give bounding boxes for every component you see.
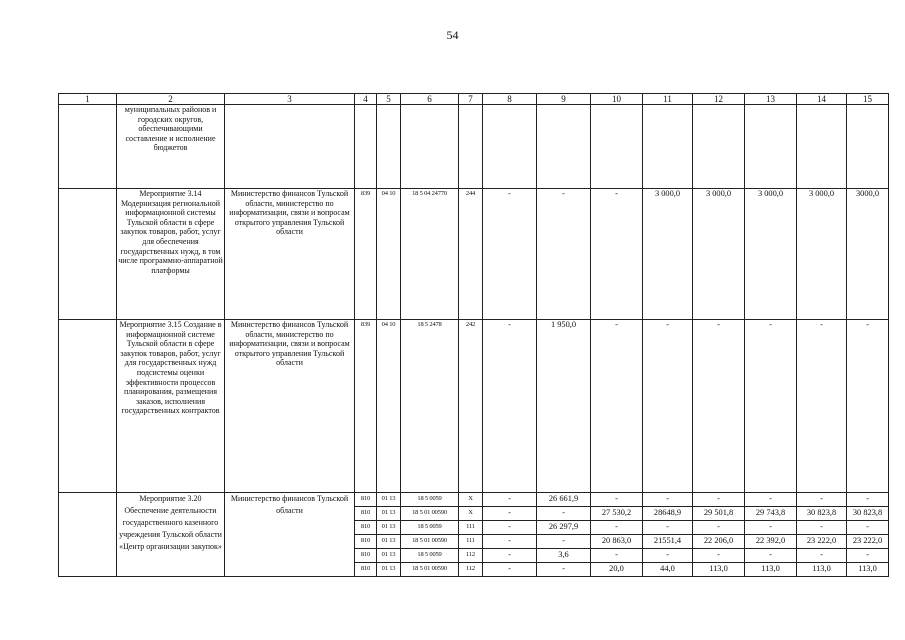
value-cell: - <box>745 493 797 507</box>
value-cell: - <box>483 521 537 535</box>
value-cell: - <box>847 320 889 493</box>
empty-cell <box>591 105 643 189</box>
empty-cell <box>225 105 355 189</box>
gov-code-cell: 810 <box>355 521 377 535</box>
col-header: 4 <box>355 94 377 105</box>
table-row-3-14 <box>59 189 889 320</box>
value-cell: - <box>537 507 591 521</box>
value-cell: 30 823,8 <box>797 507 847 521</box>
target-article-cell: 18 5 0059 <box>401 521 459 535</box>
empty-cell <box>693 105 745 189</box>
executor-cell: Министерство финансов Тульской области <box>225 493 355 577</box>
value-cell: 22 206,0 <box>693 535 745 549</box>
value-cell: - <box>797 493 847 507</box>
value-cell: - <box>847 549 889 563</box>
value-cell: 29 501,8 <box>693 507 745 521</box>
section-cell: 04 10 <box>377 189 401 320</box>
section-cell: 01 13 <box>377 507 401 521</box>
value-cell: - <box>693 493 745 507</box>
value-cell: 27 530,2 <box>591 507 643 521</box>
col-header: 11 <box>643 94 693 105</box>
empty-cell <box>745 105 797 189</box>
table-row-continuation <box>59 105 889 189</box>
expense-type-cell: 111 <box>459 535 483 549</box>
gov-code-cell: 810 <box>355 507 377 521</box>
expense-type-cell: 244 <box>459 189 483 320</box>
col-header: 10 <box>591 94 643 105</box>
value-cell: - <box>693 320 745 493</box>
value-cell: - <box>591 189 643 320</box>
target-article-cell: 18 5 0059 <box>401 549 459 563</box>
value-cell: - <box>643 493 693 507</box>
budget-table <box>58 93 889 577</box>
col-header: 7 <box>459 94 483 105</box>
empty-cell <box>59 493 117 577</box>
expense-type-cell: X <box>459 507 483 521</box>
empty-cell <box>59 189 117 320</box>
value-cell: 28648,9 <box>643 507 693 521</box>
gov-code-cell: 839 <box>355 320 377 493</box>
event-name-cell: Мероприятие 3.20 Обеспечение деятельности государственного казенного учреждения Тульской области «Центр организации закупок» <box>117 493 225 577</box>
value-cell: - <box>537 189 591 320</box>
section-cell: 01 13 <box>377 549 401 563</box>
gov-code-cell: 839 <box>355 189 377 320</box>
page-number: 54 <box>446 28 459 42</box>
section-cell: 01 13 <box>377 563 401 577</box>
value-cell: 1 950,0 <box>537 320 591 493</box>
value-cell: - <box>591 493 643 507</box>
executor-cell: Министерство финансов Тульской области, министерство по информатизации, связи и вопросам открытого управления Тульской области <box>225 320 355 493</box>
col-header: 8 <box>483 94 537 105</box>
value-cell: 3000,0 <box>847 189 889 320</box>
empty-cell <box>797 105 847 189</box>
value-cell: - <box>483 535 537 549</box>
value-cell: - <box>591 521 643 535</box>
value-cell: 3 000,0 <box>797 189 847 320</box>
table-row-3-15 <box>59 320 889 493</box>
gov-code-cell: 810 <box>355 549 377 563</box>
event-name-cell: муниципальных районов и городских округов, обеспечивающими составление и исполнение бюджетов <box>117 105 225 189</box>
value-cell: - <box>591 549 643 563</box>
value-cell: - <box>483 189 537 320</box>
value-cell: - <box>797 549 847 563</box>
expense-type-cell: X <box>459 493 483 507</box>
table-row-3-20 <box>59 493 889 507</box>
value-cell: 26 661,9 <box>537 493 591 507</box>
value-cell: 30 823,8 <box>847 507 889 521</box>
target-article-cell: 18 5 01 00590 <box>401 563 459 577</box>
value-cell: 20,0 <box>591 563 643 577</box>
value-cell: - <box>643 320 693 493</box>
value-cell: - <box>797 521 847 535</box>
value-cell: 113,0 <box>847 563 889 577</box>
value-cell: 3,6 <box>537 549 591 563</box>
value-cell: - <box>537 563 591 577</box>
col-header: 5 <box>377 94 401 105</box>
value-cell: 3 000,0 <box>693 189 745 320</box>
value-cell: - <box>693 521 745 535</box>
expense-type-cell: 112 <box>459 563 483 577</box>
value-cell: 3 000,0 <box>745 189 797 320</box>
col-header: 13 <box>745 94 797 105</box>
empty-cell <box>643 105 693 189</box>
col-header: 12 <box>693 94 745 105</box>
empty-cell <box>377 105 401 189</box>
gov-code-cell: 810 <box>355 535 377 549</box>
value-cell: 26 297,9 <box>537 521 591 535</box>
section-cell: 01 13 <box>377 493 401 507</box>
value-cell: 44,0 <box>643 563 693 577</box>
value-cell: 23 222,0 <box>797 535 847 549</box>
value-cell: - <box>483 549 537 563</box>
value-cell: 29 743,8 <box>745 507 797 521</box>
empty-cell <box>537 105 591 189</box>
section-cell: 04 10 <box>377 320 401 493</box>
value-cell: - <box>745 521 797 535</box>
col-header: 1 <box>59 94 117 105</box>
value-cell: - <box>537 535 591 549</box>
empty-cell <box>59 105 117 189</box>
empty-cell <box>401 105 459 189</box>
value-cell: - <box>643 549 693 563</box>
target-article-cell: 18 5 04 24770 <box>401 189 459 320</box>
value-cell: - <box>745 549 797 563</box>
section-cell: 01 13 <box>377 521 401 535</box>
executor-cell: Министерство финансов Тульской области, министерство по информатизации, связи и вопросам открытого управления Тульской области <box>225 189 355 320</box>
value-cell: 22 392,0 <box>745 535 797 549</box>
expense-type-cell: 111 <box>459 521 483 535</box>
value-cell: 23 222,0 <box>847 535 889 549</box>
value-cell: - <box>745 320 797 493</box>
value-cell: 3 000,0 <box>643 189 693 320</box>
value-cell: 21551,4 <box>643 535 693 549</box>
value-cell: - <box>693 549 745 563</box>
gov-code-cell: 810 <box>355 563 377 577</box>
target-article-cell: 18 5 01 00590 <box>401 507 459 521</box>
target-article-cell: 18 5 2478 <box>401 320 459 493</box>
target-article-cell: 18 5 01 00590 <box>401 535 459 549</box>
section-cell: 01 13 <box>377 535 401 549</box>
col-header: 3 <box>225 94 355 105</box>
empty-cell <box>847 105 889 189</box>
value-cell: - <box>847 493 889 507</box>
event-name-cell: Мероприятие 3.15 Создание в информационной системе Тульской области в сфере закупок товаров, работ, услуг для государственных нужд подсистемы оценки эффективности процессов планирования, размещения заказов, исполнения государственных контрактов <box>117 320 225 493</box>
value-cell: 113,0 <box>745 563 797 577</box>
value-cell: - <box>591 320 643 493</box>
value-cell: - <box>643 521 693 535</box>
value-cell: - <box>797 320 847 493</box>
event-name-cell: Мероприятие 3.14 Модернизация региональной информационной системы Тульской области в сфере закупок товаров, работ, услуг для обеспечения государственных нужд, в том числе программно-аппаратной платформы <box>117 189 225 320</box>
empty-cell <box>459 105 483 189</box>
value-cell: - <box>483 320 537 493</box>
col-header: 14 <box>797 94 847 105</box>
target-article-cell: 18 5 0059 <box>401 493 459 507</box>
value-cell: - <box>483 507 537 521</box>
col-header: 6 <box>401 94 459 105</box>
value-cell: - <box>483 563 537 577</box>
value-cell: - <box>483 493 537 507</box>
col-header: 15 <box>847 94 889 105</box>
empty-cell <box>355 105 377 189</box>
value-cell: - <box>847 521 889 535</box>
value-cell: 20 863,0 <box>591 535 643 549</box>
empty-cell <box>59 320 117 493</box>
gov-code-cell: 810 <box>355 493 377 507</box>
header-row <box>59 94 889 105</box>
col-header: 2 <box>117 94 225 105</box>
value-cell: 113,0 <box>693 563 745 577</box>
empty-cell <box>483 105 537 189</box>
col-header: 9 <box>537 94 591 105</box>
expense-type-cell: 242 <box>459 320 483 493</box>
value-cell: 113,0 <box>797 563 847 577</box>
expense-type-cell: 112 <box>459 549 483 563</box>
